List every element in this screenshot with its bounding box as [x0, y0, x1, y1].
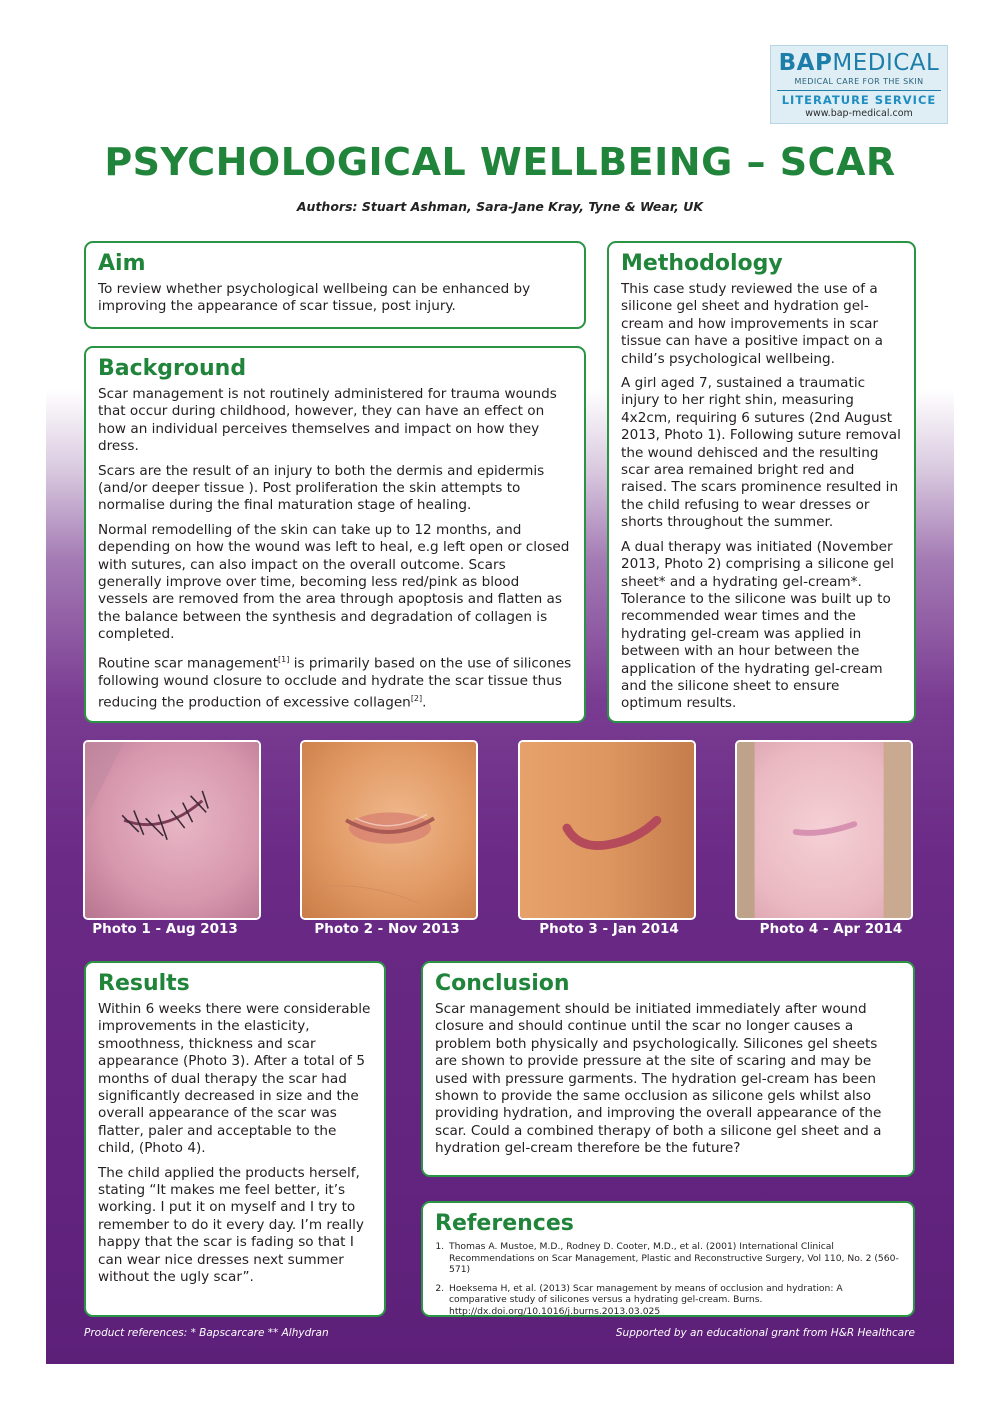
methodology-paragraph-2: A girl aged 7, sustained a traumatic injury to her right shin, measuring 4x2cm, requiring 6 sutures (2nd August 2013, Photo 1). Following suture removal the wound dehisced and the resulting scar area remained bright red and raised. The scars prominence resulted in the child refusing to wear dresses or shorts throughout the summer.	[621, 375, 901, 531]
bap-medical-logo	[770, 45, 948, 124]
methodology-paragraph-3: A dual therapy was initiated (November 2013, Photo 2) comprising a silicone gel sheet* and a hydrating gel-cream*. Tolerance to the silicone was built up to recommended wear times and the hydrating gel-cream was applied in between with an hour between the application of the hydrating gel-cream and the silicone sheet to ensure optimum results.	[621, 538, 894, 712]
product-references: Product references: * Bapscarcare ** Alhydran	[84, 1327, 329, 1339]
aim-text: To review whether psychological wellbeing can be enhanced by improving the appearance of scar tissue, post injury.	[98, 281, 531, 315]
reference-marker-2: [2]	[410, 694, 423, 704]
aim-heading: Aim	[98, 251, 146, 276]
results-section	[84, 961, 386, 1317]
conclusion-section	[421, 961, 915, 1177]
results-heading: Results	[98, 971, 190, 996]
photo-4-image	[735, 740, 913, 920]
background-paragraph-1: Scar management is not routinely administered for trauma wounds that occur during childhood, however, they can have an effect on how an individual perceives themselves and impact on how they dress.	[98, 386, 557, 455]
logo-brand: BAPMEDICAL	[778, 50, 940, 76]
logo-tagline: MEDICAL CARE FOR THE SKIN	[794, 77, 924, 86]
references-heading: References	[435, 1211, 574, 1236]
results-paragraph-1: Within 6 weeks there were considerable improvements in the elasticity, smoothness, thickness and scar appearance (Photo 3). After a total of 5 months of dual therapy the scar had significantly decreased in size and the overall appearance of the scar was flatter, paler and acceptable to the child, (Photo 4).	[98, 1001, 371, 1157]
results-paragraph-2: The child applied the products herself, stating “It makes me feel better, it’s working. I put it on myself and I try to remember to do it every day. I’m really happy that the scar is fading so that I can wear nice dresses next summer without the ugly scar”.	[98, 1164, 364, 1286]
methodology-section	[607, 241, 916, 723]
aim-section	[84, 241, 586, 329]
methodology-paragraph-1: This case study reviewed the use of a silicone gel sheet and hydration gel-cream and how improvements in scar tissue can have a positive impact on a child’s psychological wellbeing.	[621, 281, 883, 367]
background-paragraph-3: Normal remodelling of the skin can take up to 12 months, and depending on how the wound was left to heal, e.g left open or closed with sutures, can also impact on the overall outcome. Scars generally improve over time, becoming less red/pink as blood vessels are removed from the area through apoptosis and flatten as the balance between the synthesis and degradation of collagen is completed.	[98, 521, 570, 643]
photo-2-image	[300, 740, 478, 920]
methodology-heading: Methodology	[621, 251, 783, 276]
photo-1-image	[83, 740, 261, 920]
background-section	[84, 346, 586, 723]
references-list	[435, 1241, 901, 1317]
background-paragraph-4: Routine scar management[1] is primarily based on the use of silicones following wound closure to occlude and hydrate the scar tissue thus reducing the production of excessive collagen[2].	[98, 654, 572, 711]
logo-url: www.bap-medical.com	[805, 108, 913, 119]
reference-marker-1: [1]	[278, 654, 290, 664]
background-heading: Background	[98, 356, 247, 381]
logo-divider	[777, 90, 941, 91]
photo-3-caption: Photo 3 - Jan 2014	[539, 921, 679, 937]
references-section	[421, 1201, 915, 1317]
photo-2-caption: Photo 2 - Nov 2013	[314, 921, 460, 937]
poster-authors: Authors: Stuart Ashman, Sara-Jane Kray, Tyne & Wear, UK	[296, 199, 704, 214]
photo-3-image	[518, 740, 696, 920]
photo-4-caption: Photo 4 - Apr 2014	[759, 921, 903, 937]
conclusion-text: Scar management should be initiated immediately after wound closure and should continue until the scar no longer causes a problem both physically and psychologically. Silicones gel sheets are shown to provide pressure at the site of scaring and may be used with pressure garments. The hydration gel-cream has been shown to provide the same occlusion as silicone gels whilst also providing hydration, and improving the overall appearance of the scar. Could a combined therapy of both a silicone gel sheet and a hydration gel-cream therefore be the future?	[435, 1001, 882, 1157]
logo-service: LITERATURE SERVICE	[781, 93, 937, 107]
background-paragraph-2: Scars are the result of an injury to both the dermis and epidermis (and/or deeper tissue ). Post proliferation the skin attempts to normalise during the final maturation stage of healing.	[98, 462, 545, 514]
photo-1-caption: Photo 1 - Aug 2013	[92, 921, 238, 937]
reference-item: 2. Hoeksema H, et al. (2013) Scar management by means of occlusion and hydration: A comparative study of silicones versus a hydrating gel-cream. Burns. http://dx.doi.org/10.1016/j.burns.2013.03.025	[447, 1283, 901, 1318]
poster-title: PSYCHOLOGICAL WELLBEING – SCAR	[104, 140, 896, 184]
grant-acknowledgement: Supported by an educational grant from H&R Healthcare	[615, 1327, 915, 1339]
conclusion-heading: Conclusion	[435, 971, 570, 996]
reference-item: 1. Thomas A. Mustoe, M.D., Rodney D. Cooter, M.D., et al. (2001) International Clinical Recommendations on Scar Management, Plastic and Reconstructive Surgery, Vol 110, No. 2 (560-571)	[447, 1241, 901, 1276]
